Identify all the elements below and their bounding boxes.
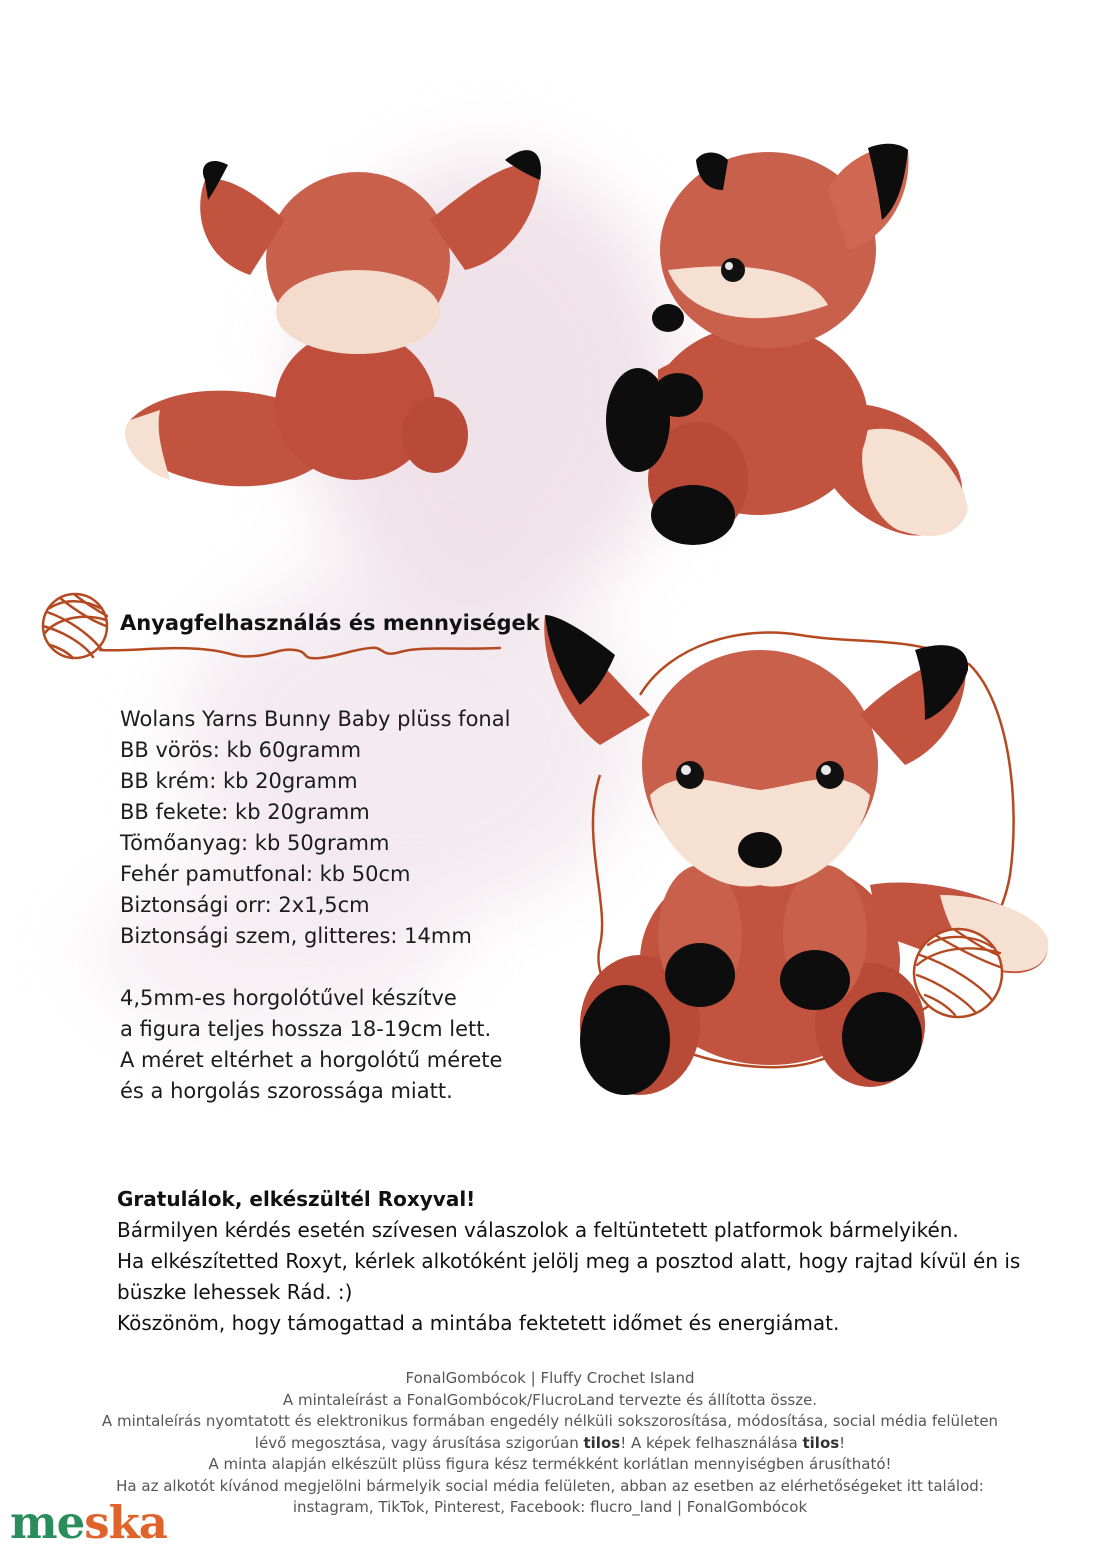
footer-emphasis: tilos (583, 1433, 621, 1452)
footer-line: Ha az alkotót kívánod megjelölni bármelyik social média felületen, abban az esetben az elérhetőségeket itt találod: (116, 1476, 984, 1495)
footer-line (60, 1433, 1040, 1455)
size-note-line: 4,5mm-es horgolótűvel készítve (120, 986, 457, 1010)
fox-front-view-photo (540, 605, 1060, 1125)
congrats-line: Ha elkészítetted Roxyt, kérlek alkotóként jelölj meg a posztod alatt, hogy rajtad kívül én is büszke lehessek Rád. :) (117, 1249, 1021, 1304)
meska-logo (10, 1496, 167, 1549)
footer-line: A mintaleírást a FonalGombócok/FlucroLand tervezte és állította össze. (282, 1390, 818, 1409)
materials-list-item: BB vörös: kb 60gramm (120, 738, 362, 762)
footer-text: lévő megosztása, vagy árusítása szigorúan (254, 1433, 584, 1452)
materials-list (120, 704, 510, 952)
footer-text: ! (839, 1433, 846, 1452)
size-note-line: a figura teljes hossza 18-19cm lett. (120, 1017, 492, 1041)
size-note-line: és a horgolás szorossága miatt. (120, 1079, 453, 1103)
footer-line: A minta alapján elkészült plüss figura kész termékként korlátlan mennyiségben árusítható! (208, 1455, 892, 1473)
congrats-headline: Gratulálok, elkészültél Roxyval! (117, 1187, 476, 1211)
footer-text: ! A képek felhasználása (620, 1433, 803, 1452)
footer-notice (60, 1368, 1040, 1519)
materials-list-item: Wolans Yarns Bunny Baby plüss fonal (120, 707, 511, 731)
footer-emphasis: tilos (802, 1433, 840, 1452)
congrats-line: Köszönöm, hogy támogattad a mintába fektetett időmet és energiámat. (117, 1311, 840, 1335)
materials-list-item: Tömőanyag: kb 50gramm (120, 831, 390, 855)
materials-list-item: Fehér pamutfonal: kb 50cm (120, 862, 411, 886)
congrats-message (117, 1184, 1037, 1339)
footer-line: instagram, TikTok, Pinterest, Facebook: flucro_land | FonalGombócok (292, 1498, 808, 1516)
materials-list-item: Biztonsági orr: 2x1,5cm (120, 893, 370, 917)
size-note (120, 983, 502, 1107)
meska-logo-part: ska (84, 1496, 167, 1549)
size-note-line: A méret eltérhet a horgolótű mérete (120, 1048, 503, 1072)
congrats-line: Bármilyen kérdés esetén szívesen válaszolok a feltüntetett platformok bármelyikén. (117, 1218, 959, 1242)
footer-line: FonalGombócok | Fluffy Crochet Island (405, 1369, 695, 1387)
fox-back-view-photo (110, 140, 560, 500)
meska-logo-part: me (10, 1496, 85, 1549)
materials-section-title: Anyagfelhasználás és mennyiségek (120, 611, 540, 635)
footer-line: A mintaleírás nyomtatott és elektronikus formában engedély nélküli sokszorosítása, módosítása, social média felületen (101, 1412, 999, 1430)
materials-list-item: Biztonsági szem, glitteres: 14mm (120, 924, 472, 948)
materials-list-item: BB fekete: kb 20gramm (120, 800, 370, 824)
fox-side-view-photo (598, 120, 988, 550)
materials-list-item: BB krém: kb 20gramm (120, 769, 358, 793)
